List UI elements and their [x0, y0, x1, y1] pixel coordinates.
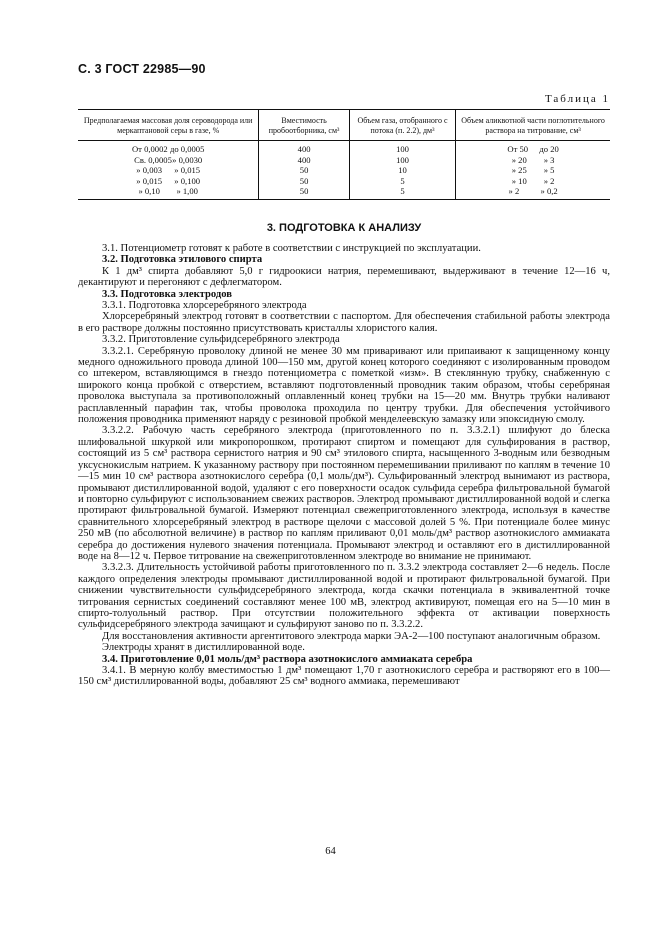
table-body — [78, 141, 610, 200]
subsection-heading: 3.4. Приготовление 0,01 моль/дм³ раствора азотнокислого аммиаката серебра — [102, 653, 473, 665]
cell-value: 100 — [396, 154, 409, 165]
table-cell — [78, 155, 259, 166]
table-caption: Таблица 1 — [544, 93, 610, 105]
cell-value: 100 — [396, 144, 409, 154]
table-row — [78, 141, 610, 155]
table-cell — [456, 141, 610, 155]
cell-value: 50 — [299, 186, 309, 197]
range-from: » 0,10 — [138, 186, 160, 197]
paragraph: 3.3.1. Подготовка хлорсеребряного электрода — [102, 300, 307, 311]
table-cell — [349, 176, 455, 187]
table-cell — [259, 186, 349, 199]
cell-value: 400 — [297, 144, 311, 154]
paragraph: 3.4.1. В мерную колбу вместимостью 1 дм³ помещают 1,70 г азотнокислого серебра и растворяют его в 100—150 см³ дистиллированной воды, добавляют 25 см³ водного аммиака, перемешивают — [78, 665, 610, 688]
table-cell — [259, 141, 349, 155]
table-cell — [259, 165, 349, 176]
table-cell — [349, 141, 455, 155]
range-from: От 0,0002 — [131, 144, 168, 154]
table-cell — [456, 176, 610, 187]
table-cell — [456, 155, 610, 166]
document-page — [78, 62, 610, 688]
column-header: Объем аликвотной части поглотительного раствора на титрование, см³ — [456, 110, 610, 141]
range-from: » 2 — [508, 186, 520, 197]
table-cell — [349, 186, 455, 199]
column-header: Объем газа, отобранного с потока (п. 2.2), дм³ — [349, 110, 455, 141]
table-cell — [349, 155, 455, 166]
cell-value: 50 — [299, 165, 309, 176]
range-to: » 5 — [543, 165, 555, 176]
cell-value: 5 — [400, 186, 405, 197]
range-from: » 25 — [511, 165, 527, 176]
table-row — [78, 165, 610, 176]
range-to: » 1,00 — [176, 186, 198, 197]
range-to: » 3 — [543, 154, 555, 165]
section-title: 3. ПОДГОТОВКА К АНАЛИЗУ — [266, 221, 422, 234]
cell-value: 50 — [299, 175, 309, 186]
table-cell — [78, 165, 259, 176]
paragraph: Для восстановления активности аргентитового электрода марки ЭА-2—100 поступают аналогичным образом. — [102, 630, 601, 642]
paragraph: 3.1. Потенциометр готовят к работе в соответствии с инструкцией по эксплуатации. — [102, 242, 481, 254]
table-header-row — [78, 110, 610, 141]
table-cell — [78, 186, 259, 199]
cell-value: 5 — [400, 175, 405, 186]
range-to: » 2 — [543, 175, 555, 186]
cell-value: 400 — [297, 154, 311, 165]
paragraph: Электроды хранят в дистиллированной воде. — [102, 642, 305, 654]
column-header: Предполагаемая массовая доля сероводорода или меркаптановой серы в газе, % — [78, 110, 259, 141]
range-from: » 0,003 — [136, 165, 163, 176]
paragraph: 3.3.2.1. Серебряную проволоку длиной не менее 30 мм приваривают или припаивают к защищенному концу медного одножильного провода длиной 100—150 мм, другой конец которого соединяют с изолированным проводом со штекером, вставляющимся в гнездо потенциометра с пометкой «изм». В стеклянную трубку, снабженную с широкого конца пробкой с отверстием, вставляют подготовленный проводник таким образом, чтобы серебряная проволока выступала за противоположный оплавленный конец трубки на 15—20 мм. Внутрь трубки наливают расплавленный парафин так, чтобы проволока проходила по центру трубки. Для обеспечения устойчивого положения проводника применяют наряду с резиновой пробкой менделеевскую замазку или эпоксидную смолу. — [78, 345, 610, 426]
range-to: » 0,100 — [174, 175, 201, 186]
paragraph: 3.3.2. Приготовление сульфидсеребряного электрода — [102, 334, 340, 346]
range-to: » 0,015 — [174, 165, 201, 176]
table-cell — [259, 155, 349, 166]
page-header: С. 3 ГОСТ 22985—90 — [78, 62, 206, 76]
paragraph: К 1 дм³ спирта добавляют 5,0 г гидроокиси натрия, перемешивают, выдерживают в течение 12—16 ч, декантируют и перегоняют с дефлегматором. — [78, 265, 610, 289]
range-from: » 0,015 — [136, 175, 163, 186]
range-from: » 10 — [511, 175, 527, 186]
table-row — [78, 186, 610, 199]
subsection-heading: 3.2. Подготовка этилового спирта — [102, 254, 263, 266]
subsection-heading: 3.3. Подготовка электродов — [102, 288, 233, 300]
table-cell — [456, 186, 610, 199]
range-to: до 20 — [539, 144, 559, 154]
paragraph: 3.3.2.2. Рабочую часть серебряного электрода (приготовленного по п. 3.3.2.1) шлифуют до блеска шлифовальной шкуркой или микропорошком, протирают спиртом и помещают для сульфирования в раствор, состоящий из 5 см³ раствора сернистого натрия и 90 см³ этилового спирта, насыщенного 3-водным или безводным уксуснокислым натрием. К указанному раствору при постоянном перемешивании приливают по каплям в течение 10—15 мин 10 см³ раствора азотнокислого серебра (0,1 моль/дм³). Сульфированный электрод вынимают из раствора, промывают дистиллированной водой, удаляют с его поверхности осадок сульфида серебра фильтровальной бумагой и повторно сульфируют с использованием свежих растворов. Электрод промывают дистиллированной водой и слегка протирают фильтровальной бумагой. Измеряют потенциал свежеприготовленного электрода, используя в качестве сравнительного хлорсеребряный электрод в растворе щелочи с массовой долей 5 %. При потенциале более минус 250 мВ (по абсолютной величине) в раствор по каплям приливают 0,01 моль/дм³ раствор азотнокислого аммиаката серебра до достижения нулевого значения потенциала. Промывают электрод и оставляют его в дистиллированной воде на 8—12 ч. Первое титрование на свежеприготовленном электроде во внимание не принимают. — [78, 425, 610, 562]
range-from: Св. 0,0005 — [134, 154, 172, 165]
table-cell — [78, 141, 259, 155]
range-to: » 0,0030 — [172, 154, 203, 165]
column-header: Вместимость пробоотборника, см³ — [259, 110, 349, 141]
paragraph: Хлорсеребряный электрод готовят в соответствии с паспортом. Для обеспечения стабильной работы электрода в его растворе должны постоянно присутствовать кристаллы хлористого калия. — [78, 311, 610, 334]
table-cell — [349, 165, 455, 176]
table-cell — [259, 176, 349, 187]
paragraph: 3.3.2.3. Длительность устойчивой работы приготовленного по п. 3.3.2 электрода составляет 2—6 недель. После каждого определения электроды промывают дистиллированной водой и протирают фильтровальной бумагой. При снижении чувствительности сульфидсеребряного электрода, когда скачки потенциала в эквивалентной точке титрования сернистых соединений составляют менее 100 мВ, электрод активируют, помещая его на 5—10 мин в спирто-толуольный раствор. При отсутствии положительного эффекта от активации поверхность сульфидсеребряного электрода зачищают и сульфируют заново по п. 3.3.2.2. — [78, 562, 610, 631]
range-from: От 50 — [507, 144, 529, 154]
table-row — [78, 155, 610, 166]
range-to: до 0,0005 — [169, 144, 205, 154]
table-cell — [456, 165, 610, 176]
cell-value: 10 — [398, 165, 407, 176]
table-cell — [78, 176, 259, 187]
table-row — [78, 176, 610, 187]
range-to: » 0,2 — [540, 186, 558, 197]
body-text — [78, 243, 610, 688]
range-from: » 20 — [511, 154, 527, 165]
data-table — [78, 109, 610, 200]
page-number: 64 — [325, 846, 336, 857]
